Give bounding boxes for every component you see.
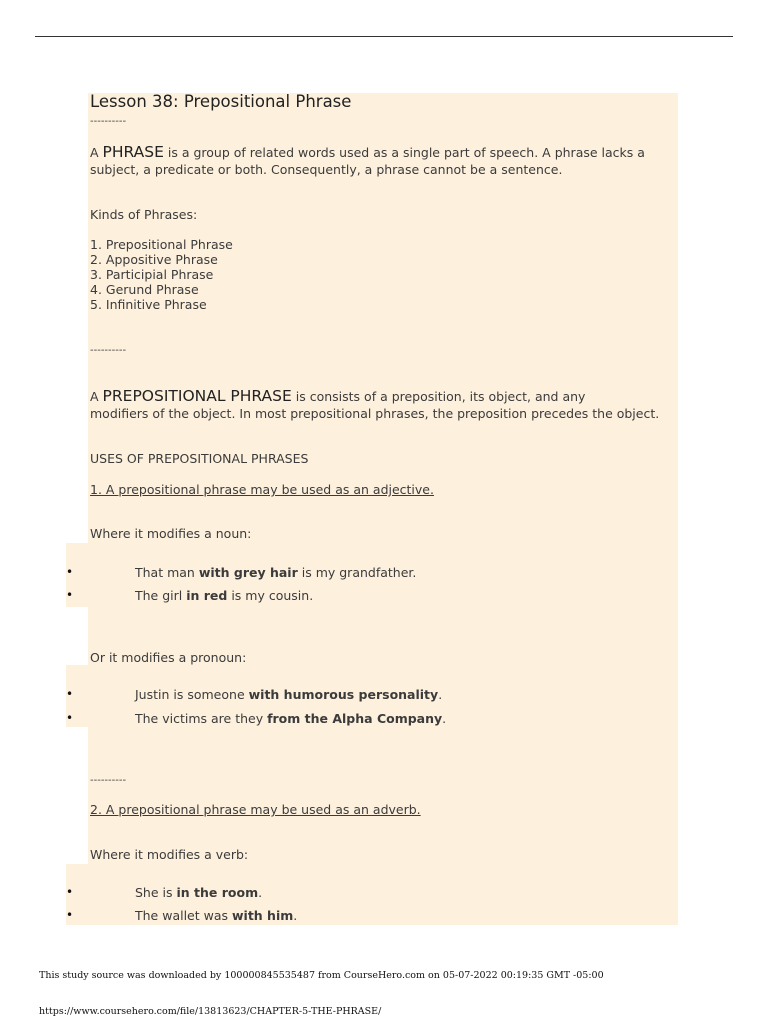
bullet: • [66,885,74,899]
bullet: • [66,711,74,725]
content-background [88,727,678,864]
prep-def-line1: is consists of a preposition, its object, and any [291,389,586,404]
pronoun-example [135,687,442,702]
bullet: • [66,908,74,922]
source-url[interactable]: https://www.coursehero.com/file/13813623/CHAPTER-5-THE-PHRASE/ [39,1006,382,1017]
phrase-lead: A [90,145,103,160]
modifies-verb-label: Where it modifies a verb: [90,847,249,862]
use-1-heading: 1. A prepositional phrase may be used as an adjective. [90,482,434,497]
kinds-heading: Kinds of Phrases: [90,207,198,222]
use-2-heading: 2. A prepositional phrase may be used as an adverb. [90,802,421,817]
example-text: . [293,908,298,923]
prep-term: PREPOSITIONAL PHRASE [102,387,292,405]
kind-item: 2. Appositive Phrase [90,252,218,267]
uses-heading: USES OF PREPOSITIONAL PHRASES [90,451,309,466]
example-text: . [258,885,263,900]
example-phrase: with humorous personality [248,687,439,702]
modifies-pronoun-label: Or it modifies a pronoun: [90,650,247,665]
modifies-noun-label: Where it modifies a noun: [90,526,252,541]
prep-def-line2: modifiers of the object. In most prepositional phrases, the preposition precedes the object. [90,406,660,421]
separator: ---------- [90,116,127,127]
noun-example [135,588,313,603]
kind-item: 1. Prepositional Phrase [90,237,233,252]
kind-item: 4. Gerund Phrase [90,282,199,297]
example-text: She is [135,885,177,900]
example-text: Justin is someone [135,687,249,702]
example-phrase: with him [232,908,294,923]
top-rule [35,36,733,37]
download-notice: This study source was downloaded by 100000845535487 from CourseHero.com on 05-07-2022 00:19:35 GMT -05:00 [39,970,604,981]
example-phrase: in red [186,588,228,603]
verb-example [135,885,262,900]
example-text: The wallet was [135,908,232,923]
kind-item: 5. Infinitive Phrase [90,297,207,312]
prepositional-definition [90,388,659,422]
example-text: is my grandfather. [297,565,417,580]
example-text: . [442,711,447,726]
phrase-def-line1: is a group of related words used as a single part of speech. A phrase lacks a [163,145,645,160]
bullet: • [66,588,74,602]
phrase-def-line2: subject, a predicate or both. Consequently, a phrase cannot be a sentence. [90,162,563,177]
separator: ---------- [90,775,127,786]
example-phrase: from the Alpha Company [267,711,443,726]
bullet: • [66,687,74,701]
pronoun-example [135,711,446,726]
kind-item: 3. Participial Phrase [90,267,214,282]
lesson-title: Lesson 38: Prepositional Phrase [90,92,352,111]
phrase-definition [90,144,645,178]
prep-lead: A [90,389,103,404]
example-phrase: in the room [176,885,259,900]
verb-example [135,908,297,923]
bullet: • [66,565,74,579]
example-text: That man [135,565,199,580]
separator: ---------- [90,345,127,356]
example-phrase: with grey hair [198,565,298,580]
example-text: is my cousin. [227,588,314,603]
phrase-term: PHRASE [102,143,164,161]
example-text: The victims are they [135,711,268,726]
example-text: . [438,687,443,702]
example-text: The girl [135,588,187,603]
noun-example [135,565,416,580]
